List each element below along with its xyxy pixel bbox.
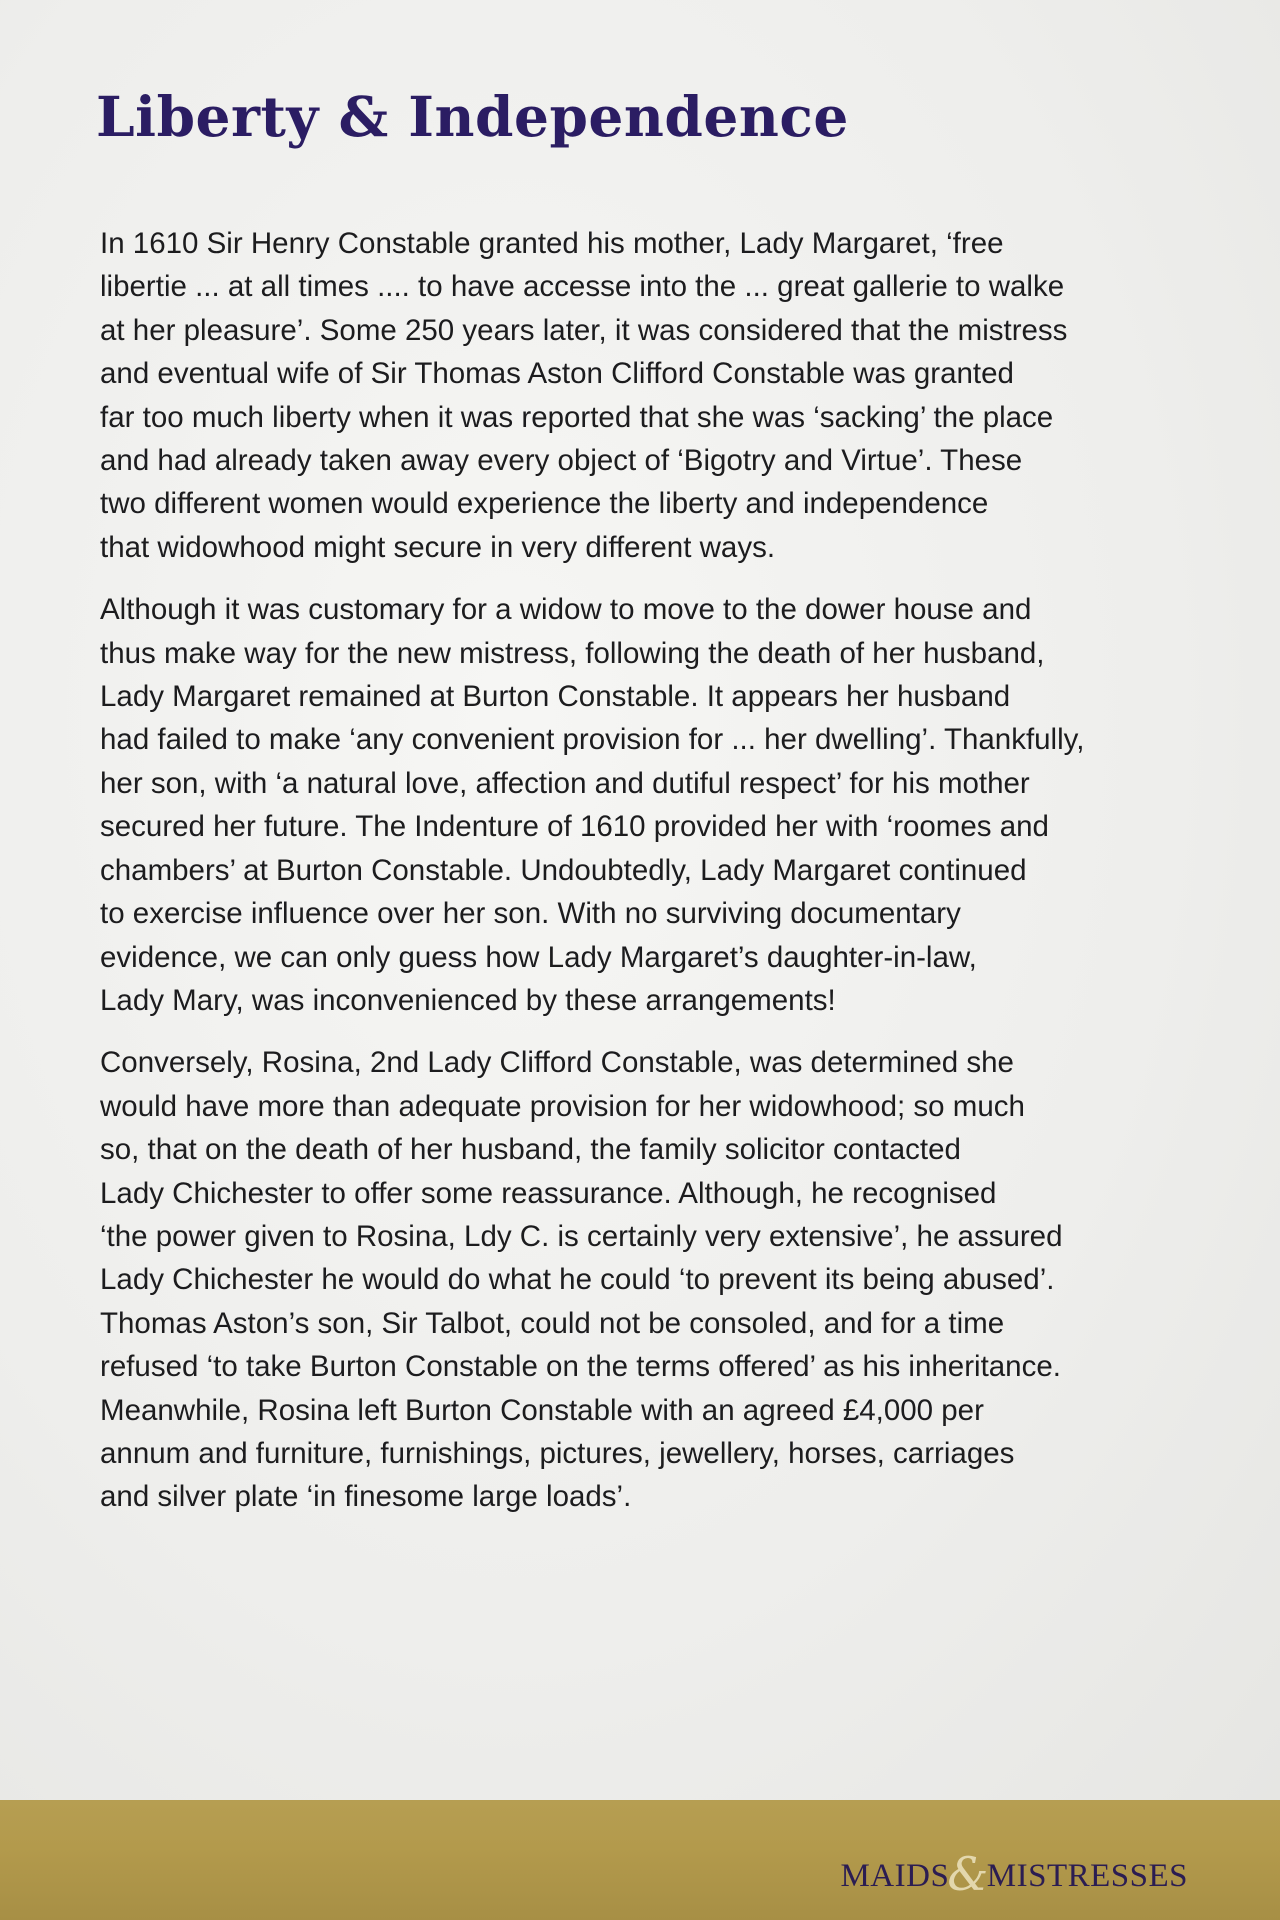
text-line: Lady Chichester he would do what he could ‘to prevent its being abused’. [100,1263,1055,1297]
text-line: Lady Mary, was inconvenienced by these arrangements! [100,983,836,1017]
text-line: had failed to make ‘any convenient provision for ... her dwelling’. Thankfully, [100,723,1085,757]
text-line: and silver plate ‘in finesome large loads’. [100,1480,632,1514]
text-line: Thomas Aston’s son, Sir Talbot, could not be consoled, and for a time [100,1306,1005,1340]
brand-ampersand: & [947,1847,989,1901]
text-line: that widowhood might secure in very different ways. [100,530,776,564]
text-line: Conversely, Rosina, 2nd Lady Clifford Constable, was determined she [100,1046,1014,1080]
text-line: chambers’ at Burton Constable. Undoubtedly, Lady Margaret continued [100,853,1027,887]
text-line: evidence, we can only guess how Lady Margaret’s daughter-in-law, [100,940,977,974]
text-line: far too much liberty when it was reported that she was ‘sacking’ the place [100,400,1054,434]
text-line: ‘the power given to Rosina, Ldy C. is certainly very extensive’, he assured [100,1219,1063,1253]
text-line: Although it was customary for a widow to move to the dower house and [100,593,1032,627]
text-line: her son, with ‘a natural love, affection and dutiful respect’ for his mother [100,766,1030,800]
text-line: Meanwhile, Rosina left Burton Constable with an agreed £4,000 per [100,1393,984,1427]
text-line: annum and furniture, furnishings, pictures, jewellery, horses, carriages [100,1436,1015,1470]
paragraph-2 [100,588,1220,1022]
text-line: two different women would experience the liberty and independence [100,487,989,521]
brand-word-mistresses: MISTRESSES [986,1858,1188,1894]
text-line: libertie ... at all times .... to have accesse into the ... great gallerie to walke [100,270,1065,304]
brand-logo [840,1847,1188,1901]
brand-word-maids: MAIDS [840,1858,950,1894]
paragraph-3 [100,1041,1220,1518]
text-line: so, that on the death of her husband, the family solicitor contacted [100,1133,961,1167]
text-line: and had already taken away every object of ‘Bigotry and Virtue’. These [100,444,1023,478]
text-line: would have more than adequate provision for her widowhood; so much [100,1089,1025,1123]
text-line: at her pleasure’. Some 250 years later, it was considered that the mistress [100,313,1068,347]
text-line: to exercise influence over her son. With no surviving documentary [100,897,961,931]
text-line: refused ‘to take Burton Constable on the terms offered’ as his inheritance. [100,1350,1061,1384]
text-line: secured her future. The Indenture of 1610 provided her with ‘roomes and [100,810,1049,844]
text-line: and eventual wife of Sir Thomas Aston Clifford Constable was granted [100,357,1014,391]
text-line: Lady Chichester to offer some reassurance. Although, he recognised [100,1176,997,1210]
body-text [100,222,1220,1538]
text-line: thus make way for the new mistress, following the death of her husband, [100,636,1045,670]
text-line: In 1610 Sir Henry Constable granted his mother, Lady Margaret, ‘free [100,227,1004,260]
text-line: Lady Margaret remained at Burton Constable. It appears her husband [100,680,1011,714]
page-title: Liberty & Independence [96,84,849,149]
paragraph-1 [100,222,1220,569]
